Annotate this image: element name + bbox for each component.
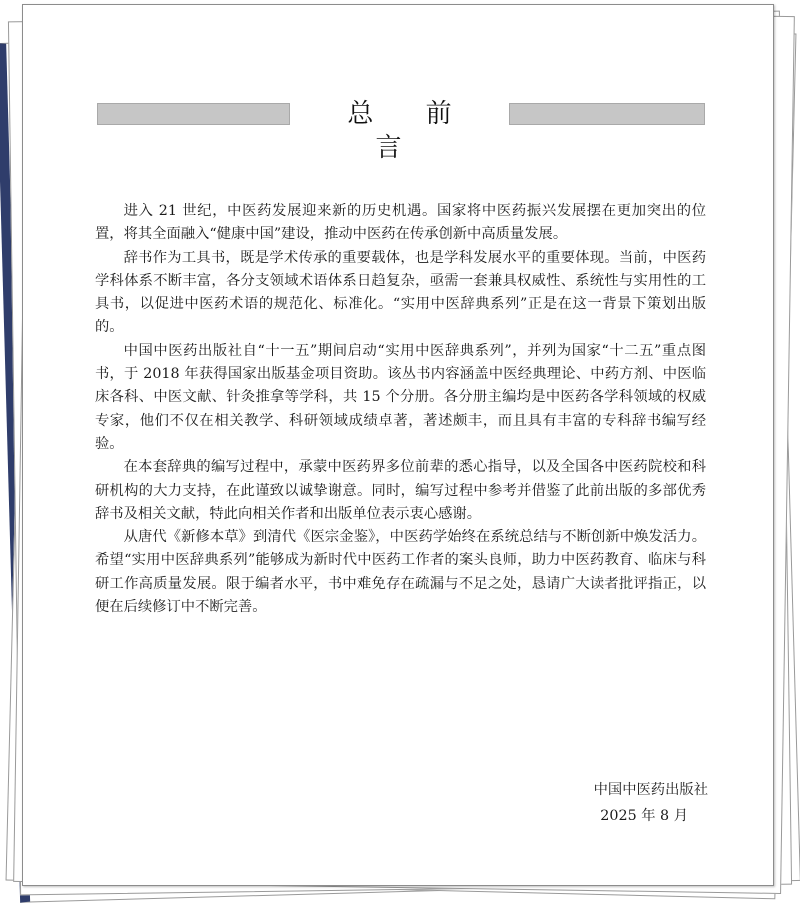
publisher-name: 中国中医药出版社 xyxy=(593,782,708,798)
signature-block xyxy=(594,777,708,829)
title-decoration-bar-left xyxy=(97,103,290,125)
paragraph: 辞书作为工具书，既是学术传承的重要载体，也是学科发展水平的重要体现。当前，中医药学科体系不断丰富，各分支领域术语体系日趋复杂，亟需一套兼具权威性、系统性与实用性的工具书，以促进中医药术语的规范化、标准化。“实用中医辞典系列”正是在这一背景下策划出版的。 xyxy=(95,249,706,336)
paragraph: 从唐代《新修本草》到清代《医宗金鉴》，中医药学始终在系统总结与不断创新中焕发活力。希望“实用中医辞典系列”能够成为新时代中医药工作者的案头良师，助力中医药教育、临床与科研工作高质量发展。限于编者水平，书中难免存在疏漏与不足之处，恳请广大读者批评指正，以便在后续修订中不断完善。 xyxy=(95,529,706,616)
body-text xyxy=(95,200,706,619)
paragraph: 中国中医药出版社自“十一五”期间启动“实用中医辞典系列”，并列为国家“十二五”重点图书，于 2018 年获得国家出版基金项目资助。该丛书内容涵盖中医经典理论、中药方剂、中医临床各科、中医文献、针灸推拿等学科，共 15 个分册。各分册主编均是中医药各学科领域的权威专家，他们不仅在相关教学、科研领域成绩卓著，著述颇丰，而且具有丰富的专科辞书编写经验。 xyxy=(95,342,706,452)
page-title: 总 前 言 xyxy=(347,99,474,163)
paragraph: 进入 21 世纪，中医药发展迎来新的历史机遇。国家将中医药振兴发展摆在更加突出的位置，将其全面融入“健康中国”建设，推动中医药在传承创新中高质量发展。 xyxy=(95,203,706,243)
publication-date: 2025 年 8 月 xyxy=(600,808,688,824)
paragraph: 在本套辞典的编写过程中，承蒙中医药界多位前辈的悉心指导，以及全国各中医药院校和科研机构的大力支持，在此谨致以诚挚谢意。同时，编写过程中参考并借鉴了此前出版的多部优秀辞书及相关文献，特此向相关作者和出版单位表示衷心感谢。 xyxy=(95,459,706,522)
title-decoration-bar-right xyxy=(509,103,705,125)
title-row xyxy=(97,97,705,163)
